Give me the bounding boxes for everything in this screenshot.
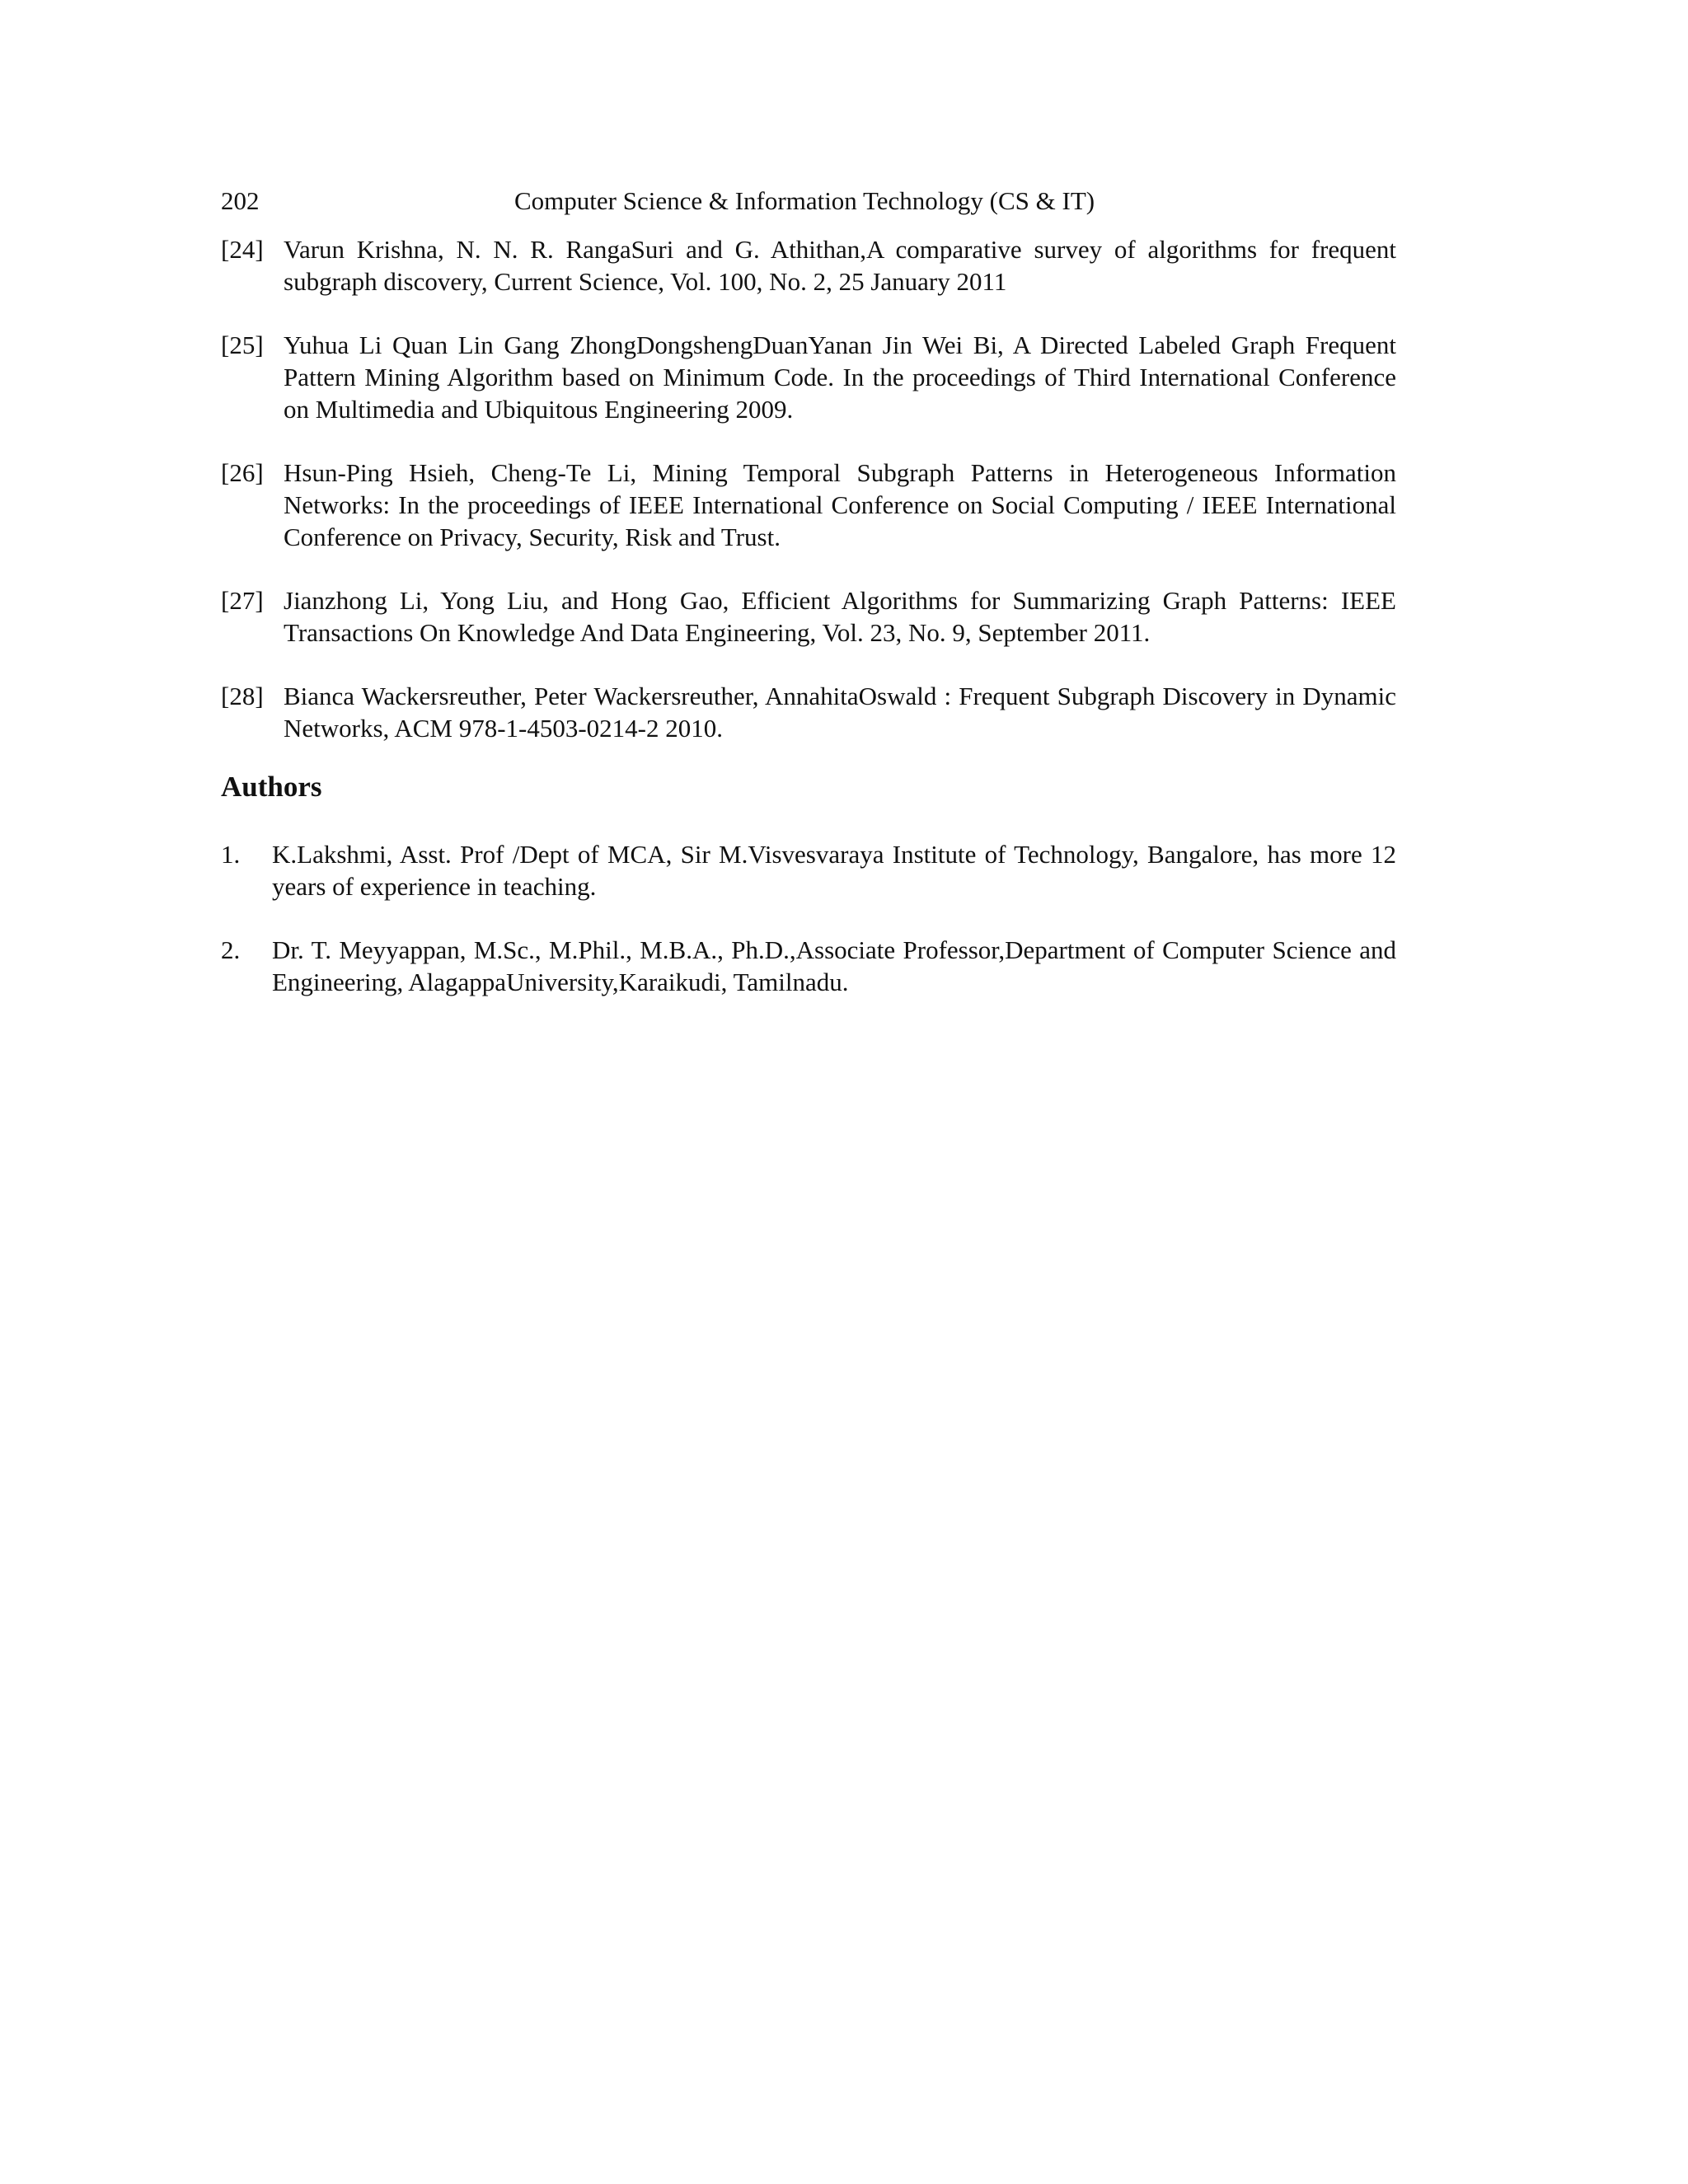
- authors-heading: Authors: [221, 771, 322, 803]
- reference-item: [221, 584, 1396, 649]
- reference-list: [221, 233, 1396, 776]
- reference-text: Varun Krishna, N. N. R. RangaSuri and G. Athithan,A comparative survey of algorithms for frequent subgraph discovery, Current Science, Vol. 100, No. 2, 25 January 2011: [284, 235, 1396, 296]
- author-item: [221, 934, 1396, 998]
- author-item: [221, 838, 1396, 902]
- reference-item: [221, 233, 1396, 298]
- journal-title: Computer Science & Information Technology (CS & IT): [514, 186, 1095, 215]
- reference-number: [26]: [221, 458, 264, 487]
- reference-item: [221, 680, 1396, 744]
- reference-text: Jianzhong Li, Yong Liu, and Hong Gao, Efficient Algorithms for Summarizing Graph Patterns: IEEE Transactions On Knowledge And Data Engineering, Vol. 23, No. 9, September 2011.: [284, 586, 1396, 647]
- page-number: 202: [221, 186, 260, 215]
- running-head: [221, 183, 1396, 219]
- author-number: 2.: [221, 935, 241, 964]
- reference-item: [221, 329, 1396, 425]
- reference-number: [27]: [221, 586, 264, 615]
- reference-text: Bianca Wackersreuther, Peter Wackersreuther, AnnahitaOswald : Frequent Subgraph Discovery in Dynamic Networks, ACM 978-1-4503-0214-2 2010.: [284, 682, 1396, 743]
- author-bio: Dr. T. Meyyappan, M.Sc., M.Phil., M.B.A., Ph.D.,Associate Professor,Department of Computer Science and Engineering, AlagappaUniversity,Karaikudi, Tamilnadu.: [272, 935, 1396, 996]
- reference-text: Hsun-Ping Hsieh, Cheng-Te Li, Mining Temporal Subgraph Patterns in Heterogeneous Information Networks: In the proceedings of IEEE International Conference on Social Computing / IEEE International Conference on Privacy, Security, Risk and Trust.: [284, 458, 1396, 551]
- author-number: 1.: [221, 840, 241, 869]
- author-list: [221, 838, 1396, 1029]
- reference-number: [25]: [221, 330, 264, 359]
- reference-number: [24]: [221, 235, 264, 264]
- reference-number: [28]: [221, 682, 264, 710]
- reference-item: [221, 457, 1396, 553]
- reference-text: Yuhua Li Quan Lin Gang ZhongDongshengDuanYanan Jin Wei Bi, A Directed Labeled Graph Frequent Pattern Mining Algorithm based on Minimum Code. In the proceedings of Third International Conference on Multimedia and Ubiquitous Engineering 2009.: [284, 330, 1396, 424]
- author-bio: K.Lakshmi, Asst. Prof /Dept of MCA, Sir M.Visvesvaraya Institute of Technology, Bangalore, has more 12 years of experience in teaching.: [272, 840, 1396, 901]
